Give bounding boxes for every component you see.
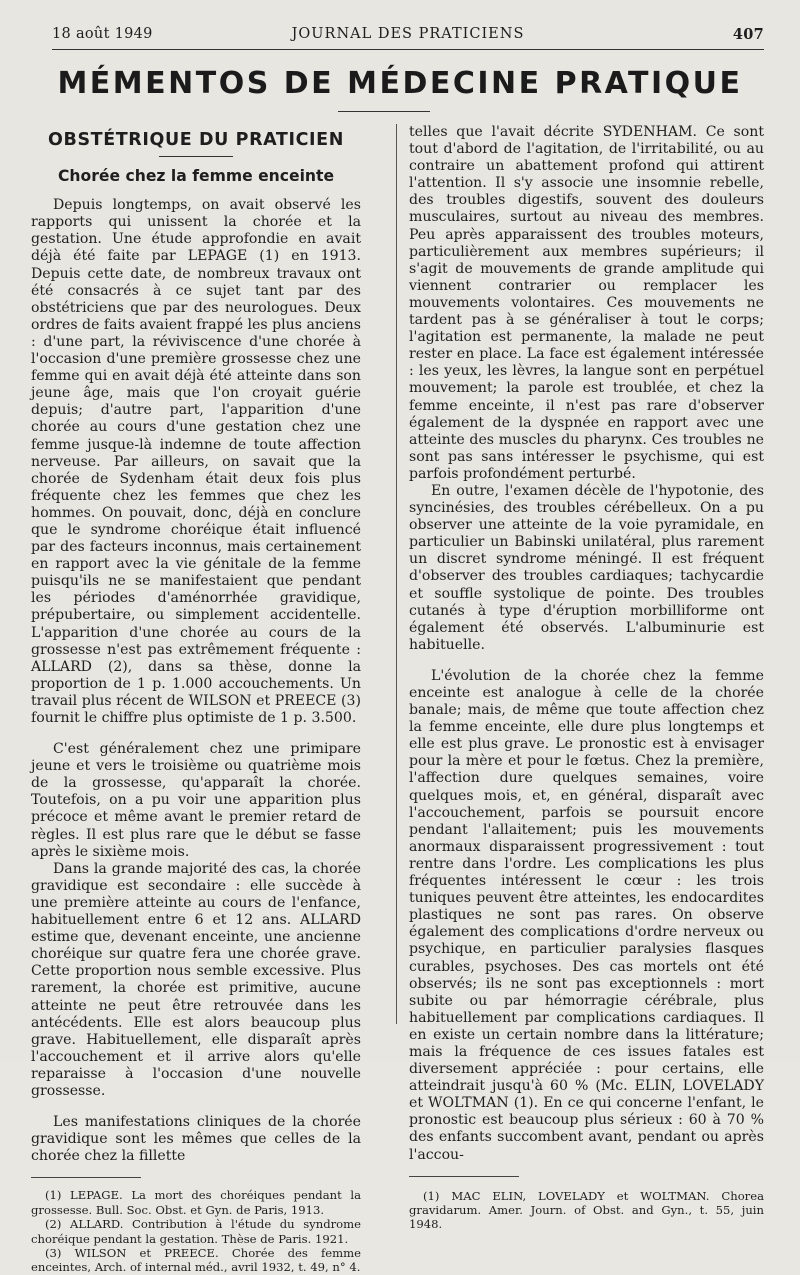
footnote: (2) ALLARD. Contribution à l'étude du syndrome choréique pendant la gestation. Thèse de Paris. 1921. (31, 1217, 361, 1246)
footnotes (409, 1189, 764, 1232)
paragraph-gap (31, 1100, 361, 1114)
page-number: 407 (732, 26, 764, 43)
section-title: OBSTÉTRIQUE DU PRATICIEN (48, 130, 344, 150)
paragraph: Dans la grande majorité des cas, la chorée gravidique est secondaire : elle succède à une première atteinte au cours de l'enfance, habituellement entre 6 et 12 ans. ALLARD estime que, devenant enceinte, une ancienne choréique sur quatre fera une chorée grave. Cette proportion nous semble excessive. Plus rarement, la chorée est primitive, aucune atteinte ne peut être retrouvée dans les antécédents. Elle est alors beaucoup plus grave. Habituellement, elle disparaît après l'accouchement et il arrive alors qu'elle reparaisse à l'occasion d'une nouvelle grossesse. (31, 860, 361, 1099)
paragraph: C'est généralement chez une primipare jeune et vers le troisième ou quatrième mois de la grossesse, qu'apparaît la chorée. Toutefois, on a pu voir une apparition plus précoce et même avant le premier retard de règles. Il est plus rare que le début se fasse après le sixième mois. (31, 741, 361, 860)
footnote: (1) MAC ELIN, LOVELADY et WOLTMAN. Chorea gravidarum. Amer. Journ. of Obst. and Gyn., t. 55, juin 1948. (409, 1188, 764, 1232)
paragraph-gap (31, 727, 361, 741)
left-column (31, 124, 361, 1275)
page-title: MÉMENTOS DE MÉDECINE PRATIQUE (57, 66, 743, 101)
footnote: (1) LEPAGE. La mort des choréiques pendant la grossesse. Bull. Soc. Obst. et Gyn. de Paris, 1913. (31, 1188, 361, 1217)
footnote-rule (409, 1176, 519, 1177)
footnotes (31, 1188, 361, 1274)
right-column (409, 124, 764, 1232)
paragraph: Depuis longtemps, on avait observé les rapports qui unissent la chorée et la gestation. Une étude approfondie en avait déjà été faite par LEPAGE (1) en 1913. Depuis cette date, de nombreux travaux ont été consacrés à ce sujet tant par des obstétriciens que par des neurologues. Deux ordres de faits avaient frappé les plus anciens : d'une part, la réviviscence d'une chorée à l'occasion d'une première grossesse chez une femme qui en avait déjà été atteinte dans son jeune âge, mais que l'on croyait guérie depuis; d'autre part, l'apparition d'une chorée au cours d'une gestation chez une femme jusque-là indemne de toute affection nerveuse. Par ailleurs, on savait que la chorée de Sydenham était deux fois plus fréquente chez les femmes que chez les hommes. On pouvait, donc, déjà en conclure que le syndrome choréique était influencé par des facteurs inconnus, mais certainement en rapport avec la vie génitale de la femme puisqu'ils ne se manifestaient que pendant les périodes d'aménorrhée gravidique, prépubertaire, ou simplement accidentelle. L'apparition d'une chorée au cours de la grossesse n'est pas extrêmement fréquente : ALLARD (2), dans sa thèse, donne la proportion de 1 p. 1.000 accouchements. Un travail plus récent de WILSON et PREECE (3) fournit le chiffre plus optimiste de 1 p. 3.500. (31, 197, 361, 726)
journal-name: JOURNAL DES PRATICIENS (291, 26, 525, 42)
footnote: (3) WILSON et PREECE. Chorée des femme enceintes, Arch. of internal méd., avril 1932, t. 49, n° 4. (31, 1245, 361, 1275)
paragraph-gap (409, 654, 764, 668)
paragraph: telles que l'avait décrite SYDENHAM. Ce sont tout d'abord de l'agitation, de l'irritabilité, ou au contraire un abattement profond qui attirent l'attention. Il s'y associe une insomnie rebelle, des troubles digestifs, souvent des douleurs musculaires, surtout au niveau des membres. Peu après apparaissent des troubles moteurs, particulièrement aux membres supérieurs; il s'agit de mouvements de grande amplitude qui viennent contrarier ou remplacer les mouvements volontaires. Ces mouvements ne tardent pas à se généraliser à tout le corps; l'agitation est permanente, la malade ne peut rester en place. La face est également intéressée : les yeux, les lèvres, la langue sont en perpétuel mouvement; la parole est troublée, et chez la femme enceinte, il n'est pas rare d'observer également de la dyspnée en rapport avec une atteinte des muscles du pharynx. Ces troubles ne sont pas sans intéresser le psychisme, qui est parfois profondément perturbé. (409, 124, 764, 482)
paragraph: Les manifestations cliniques de la chorée gravidique sont les mêmes que celles de la chorée chez la fillette (31, 1114, 361, 1165)
issue-date: 18 août 1949 (52, 26, 153, 42)
title-rule (338, 111, 430, 112)
column-divider (396, 124, 397, 1024)
header-rule (52, 49, 764, 50)
paragraph: L'évolution de la chorée chez la femme enceinte est analogue à celle de la chorée banale; mais, de même que toute affection chez la femme enceinte, elle dure plus longtemps et elle est plus grave. Le pronostic est à envisager pour la mère et pour le fœtus. Chez la première, l'affection dure quelques semaines, voire quelques mois, et, en général, disparaît avec l'accouchement, parfois se poursuit encore pendant l'allaitement; puis les mouvements anormaux disparaissent progressivement : tout rentre dans l'ordre. Les complications les plus fréquentes intéressent le cœur : les trois tuniques peuvent être atteintes, les endocardites plastiques ne sont pas rares. On observe également des complications d'ordre nerveux ou psychique, en particulier paralysies flasques curables, psychoses. Des cas mortels ont été observés; ils ne sont pas exceptionnels : mort subite ou par hémorragie cérébrale, plus habituellement par complications cardiaques. Il en existe un certain nombre dans la littérature; mais la fréquence de ces issues fatales est diversement appréciée : pour certains, elle atteindrait jusqu'à 60 % (Mc. ELIN, LOVELADY et WOLTMAN (1). En ce qui concerne l'enfant, le pronostic est beaucoup plus sérieux : 60 à 70 % des enfants succombent avant, pendant ou après l'accou- (409, 667, 764, 1163)
article-title: Chorée chez la femme enceinte (57, 167, 335, 186)
section-rule (159, 156, 233, 157)
paragraph: En outre, l'examen décèle de l'hypotonie, des syncinésies, des troubles cérébelleux. On a pu observer une atteinte de la voie pyramidale, en particulier un Babinski unilatéral, plus rarement un discret syndrome méningé. Il est fréquent d'observer des troubles cardiaques; tachycardie et souffle systolique de pointe. Des troubles cutanés à type d'éruption morbilliforme ont également été observés. L'albuminurie est habituelle. (409, 482, 764, 653)
footnote-rule (31, 1177, 141, 1178)
running-head (52, 26, 764, 46)
